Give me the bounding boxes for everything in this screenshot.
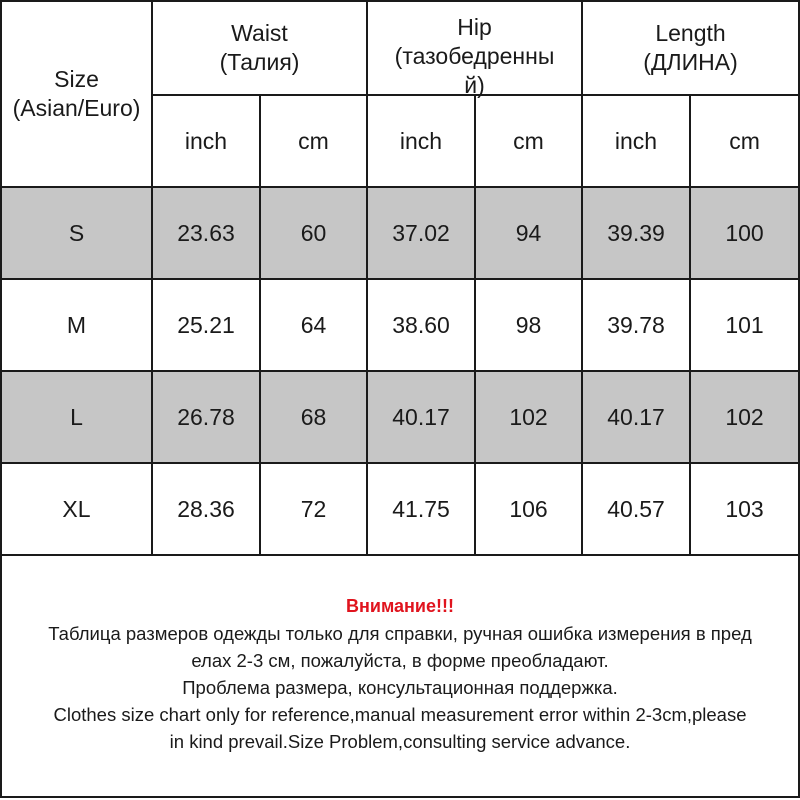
unit-header-waist-inch: inch — [152, 95, 260, 187]
size-cell: XL — [1, 463, 152, 555]
waist-inch-cell: 23.63 — [152, 187, 260, 279]
length-cm-cell: 102 — [690, 371, 799, 463]
unit-header-length-inch: inch — [582, 95, 690, 187]
waist-inch-cell: 28.36 — [152, 463, 260, 555]
waist-cm-cell: 68 — [260, 371, 367, 463]
hip-inch-cell: 41.75 — [367, 463, 475, 555]
waist-inch-cell: 26.78 — [152, 371, 260, 463]
table-row — [1, 187, 799, 279]
hip-cm-cell: 94 — [475, 187, 582, 279]
hip-group-header — [367, 1, 582, 98]
hip-group-label: Hip (тазобедренны й) — [394, 14, 555, 98]
length-cm-cell: 103 — [690, 463, 799, 555]
length-inch-cell: 40.57 — [582, 463, 690, 555]
length-inch-cell: 40.17 — [582, 371, 690, 463]
waist-cm-cell: 72 — [260, 463, 367, 555]
warning-title: Внимание!!! — [346, 596, 454, 616]
waist-cm-cell: 64 — [260, 279, 367, 371]
size-cell: S — [1, 187, 152, 279]
length-inch-cell: 39.78 — [582, 279, 690, 371]
notice-box — [0, 553, 800, 798]
hip-cm-cell: 98 — [475, 279, 582, 371]
length-inch-cell: 39.39 — [582, 187, 690, 279]
hip-inch-cell: 40.17 — [367, 371, 475, 463]
table-row — [1, 279, 799, 371]
hip-cm-cell: 102 — [475, 371, 582, 463]
table-row — [1, 463, 799, 555]
notice-line: Проблема размера, консультационная поддержка. — [182, 677, 618, 698]
hip-cm-cell: 106 — [475, 463, 582, 555]
waist-cm-cell: 60 — [260, 187, 367, 279]
header-row-groups — [1, 1, 799, 95]
size-cell: L — [1, 371, 152, 463]
waist-group-header: Waist (Талия) — [152, 1, 367, 95]
notice-line: елах 2-3 см, пожалуйста, в форме преобладают. — [191, 650, 609, 671]
hip-inch-cell: 37.02 — [367, 187, 475, 279]
length-group-header: Length (ДЛИНА) — [582, 1, 799, 95]
size-cell: M — [1, 279, 152, 371]
unit-header-hip-cm: cm — [475, 95, 582, 187]
unit-header-waist-cm: cm — [260, 95, 367, 187]
length-cm-cell: 100 — [690, 187, 799, 279]
length-cm-cell: 101 — [690, 279, 799, 371]
unit-header-hip-inch: inch — [367, 95, 475, 187]
unit-header-length-cm: cm — [690, 95, 799, 187]
notice-line: Таблица размеров одежды только для справки, ручная ошибка измерения в пред — [48, 623, 752, 644]
size-column-header: Size (Asian/Euro) — [1, 1, 152, 187]
waist-inch-cell: 25.21 — [152, 279, 260, 371]
notice-line: in kind prevail.Size Problem,consulting service advance. — [169, 731, 631, 752]
table-row — [1, 371, 799, 463]
notice-content — [2, 553, 798, 755]
hip-inch-cell: 38.60 — [367, 279, 475, 371]
notice-line: Clothes size chart only for reference,manual measurement error within 2-3cm,please — [53, 704, 747, 725]
